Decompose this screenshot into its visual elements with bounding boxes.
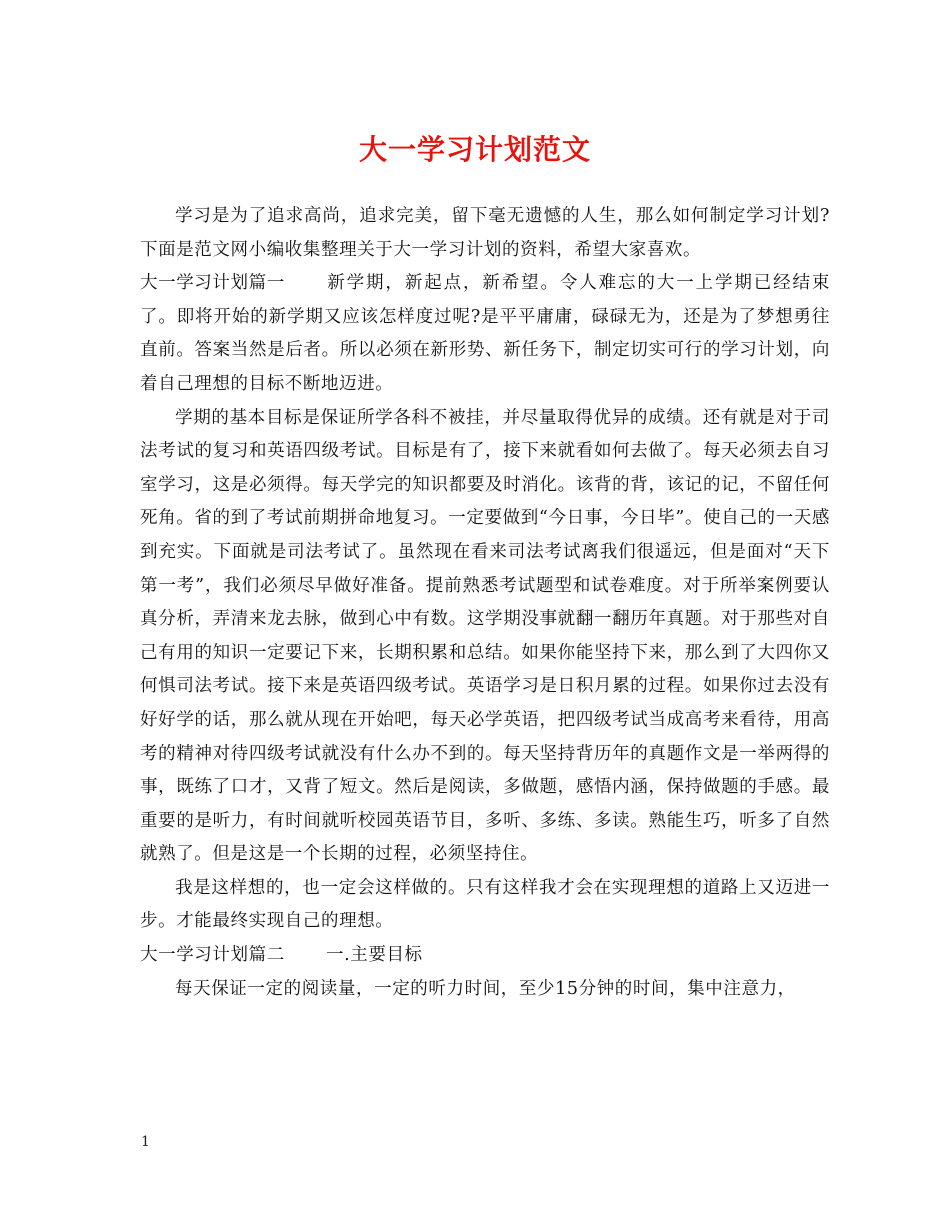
section-two-text: 一.主要目标 [326,945,423,966]
body-paragraph-conclusion: 我是这样想的，也一定会这样做的。只有这样我才会在实现理想的道路上又迈进一步。才能最终实现自己的理想。 [140,877,830,932]
section-one-heading: 大一学习计划篇一 [140,273,285,294]
body-paragraph-goals: 学期的基本目标是保证所学各科不被挂，并尽量取得优异的成绩。还有就是对于司法考试的复习和英语四级考试。目标是有了，接下来就看如何去做了。每天必须去自习室学习，这是必须得。每天学完的知识都要及时消化。该背的背，该记的记，不留任何死角。省的到了考试前期拼命地复习。一定要做到“今日事，今日毕”。使自己的一天感到充实。下面就是司法考试了。虽然现在看来司法考试离我们很遥远，但是面对“天下第一考”，我们必须尽早做好准备。提前熟悉考试题型和试卷难度。对于所举案例要认真分析，弄清来龙去脉，做到心中有数。这学期没事就翻一翻历年真题。对于那些对自己有用的知识一定要记下来，长期积累和总结。如果你能坚持下来，那么到了大四你又何惧司法考试。接下来是英语四级考试。英语学习是日积月累的过程。如果你过去没有好好学的话，那么就从现在开始吧，每天必学英语，把四级考试当成高考来看待，用高考的精神对待四级考试就没有什么办不到的。每天坚持背历年的真题作文是一举两得的事，既练了口才，又背了短文。然后是阅读，多做题，感悟内涵，保持做题的手感。最重要的是听力，有时间就听校园英语节目，多听、多练、多读。熟能生巧，听多了自然就熟了。但是这是一个长期的过程，必须坚持住。 [140,407,830,865]
document-title: 大一学习计划范文 [358,133,591,166]
body-paragraph-reading: 每天保证一定的阅读量，一定的听力时间，至少15分钟的时间，集中注意力， [175,978,796,999]
section-two-paragraph [140,939,830,973]
page-number: 1 [141,1134,150,1150]
intro-paragraph: 学习是为了追求高尚，追求完美，留下毫无遗憾的人生，那么如何制定学习计划?下面是范文网小编收集整理关于大一学习计划的资料，希望大家喜欢。 [140,206,830,260]
document-body [140,200,830,1006]
section-one-paragraph [140,267,830,401]
section-one-text: 新学期，新起点，新希望。令人难忘的大一上学期已经结束了。即将开始的新学期又应该怎样度过呢?是平平庸庸，碌碌无为，还是为了梦想勇往直前。答案当然是后者。所以必须在新形势、新任务下，制定切实可行的学习计划，向着自己理想的目标不断地迈进。 [140,273,830,394]
section-two-heading: 大一学习计划篇二 [140,945,285,966]
